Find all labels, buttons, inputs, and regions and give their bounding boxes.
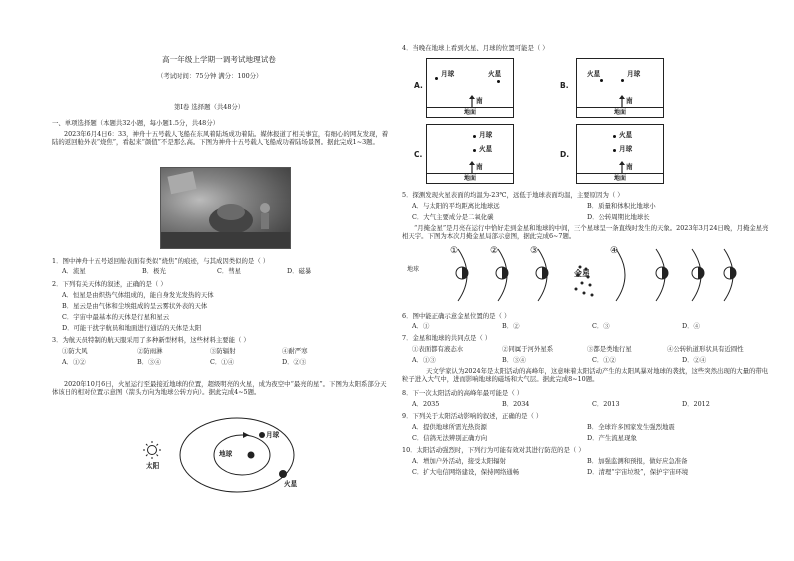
mars-label: 火星 (488, 70, 502, 78)
south-label: 南 (476, 163, 483, 171)
earth-label: 地球 (219, 450, 233, 458)
phase-marker-4: ④ (610, 246, 619, 256)
q6-option-d: D．④ (682, 322, 700, 330)
q4-panel-d (576, 124, 664, 184)
venus-occultation-diagram (420, 245, 760, 309)
south-label: 南 (476, 97, 483, 105)
mars-orbit (180, 418, 294, 492)
q1-stem: 1．图中神舟十五号返回舱表面有类似“烧焦”的痕迹，与其成因类似的是（ ） (52, 257, 270, 265)
mars-marker (279, 470, 287, 478)
q1-option-d: D．磁暴 (287, 267, 312, 275)
sun-icon (143, 441, 161, 459)
mars-label: 火星 (479, 145, 493, 153)
q1-option-b: B．极光 (142, 267, 166, 275)
q8-option-c: C．2013 (592, 400, 620, 408)
q7-stem: 7．金星和地球的共同点是（ ） (402, 334, 492, 342)
q7-item-4: ④公转轨道形状具有近圆性 (667, 345, 744, 353)
q7-option-a: A．①③ (412, 356, 436, 364)
moon-dot (613, 149, 616, 152)
mars-dot (613, 135, 616, 138)
part-title: 第Ⅰ卷 选择题（共48分） (174, 103, 245, 111)
venus-label: 金星 (574, 269, 590, 278)
q9-option-d: D．产生流星现象 (587, 434, 637, 442)
orbit-direction-arrow-icon (243, 432, 249, 438)
moon-dot (621, 79, 624, 82)
q4-label-a: A. (414, 81, 423, 90)
moon-label: 月球 (627, 70, 641, 78)
moon-label: 月球 (479, 131, 493, 139)
mars-label: 火星 (284, 480, 298, 488)
q6-option-a: A．① (412, 322, 430, 330)
exam-meta: （考试时间：75分钟 满分：100分） (157, 72, 263, 80)
q1-option-c: C．彗星 (217, 267, 242, 275)
q9-option-c: C．信鸽无法辨别正确方向 (412, 434, 488, 442)
q4-panel-a (426, 58, 514, 118)
q4-label-b: B. (560, 81, 569, 90)
phase-marker-3: ③ (530, 246, 539, 256)
q7-item-1: ①表面都有液态水 (412, 345, 464, 353)
q3-option-d: D．②③ (282, 358, 307, 366)
orbit-diagram (122, 412, 312, 502)
moon-label: 月球 (441, 70, 455, 78)
solar-activity-intro: 天文学家认为2024年是太阳活动的高峰年，这意味着太阳活动产生的太阳风暴对地球的袭扰，这些突然出现的大量的带电粒子进入大气中，进而影响地球的磁场和大气层。据此完成8~10题。 (402, 367, 769, 383)
mars-label: 火星 (587, 70, 601, 78)
q4-panel-b (576, 58, 664, 118)
q3-item-2: ②防雨淋 (137, 347, 163, 355)
q10-option-c: C．扩大电信网络建设，保持网络通畅 (412, 468, 520, 476)
mars-dot (473, 149, 476, 152)
q6-option-c: C．③ (592, 322, 610, 330)
moon-marker (259, 432, 265, 438)
q9-option-a: A．提供地球所需光热资源 (412, 423, 487, 431)
q5-option-a: A．与太阳的平均距离比地球远 (412, 202, 500, 210)
ground-label: 地面 (577, 107, 663, 117)
moon-dot (473, 135, 476, 138)
q1-option-a: A．流星 (62, 267, 86, 275)
q2-option-c: C．宇宙中最基本的天体是行星和星云 (62, 313, 170, 321)
q5-option-d: D．公转周期比地球长 (587, 213, 650, 221)
q8-option-b: B．2034 (502, 400, 530, 408)
south-label: 南 (626, 163, 633, 171)
q5-option-b: B．质量和体积比地球小 (587, 202, 656, 210)
moon-phase-icons (456, 246, 736, 301)
q3-item-1: ①防大风 (62, 347, 88, 355)
q2-option-b: B．星云是由气体和尘埃组成的呈云雾状外表的天体 (62, 302, 208, 310)
q2-option-a: A．恒星是由炽热气体组成的，能自身发光发热的天体 (62, 291, 214, 299)
q3-stem: 3．为航天员特制的航天服采用了多种新型材料，这些材料主要能（ ） (52, 336, 250, 344)
mars-dot (600, 79, 603, 82)
ground-label: 地面 (577, 173, 663, 183)
phase-marker-2: ② (490, 246, 499, 256)
section-heading: 一、单项选择题（本题共32小题，每小题1.5分，共48分） (52, 119, 220, 127)
sun-label: 太阳 (146, 462, 160, 470)
q10-option-a: A．增加户外活动，接受太阳辐射 (412, 457, 507, 465)
q10-option-b: B．加强监测和预报，做好应急准备 (587, 457, 688, 465)
mars-label: 火星 (619, 131, 633, 139)
q7-item-2: ②同属于河外星系 (502, 345, 554, 353)
q5-stem: 5．探测发现火星表面的均温为-23℃，远低于地球表面均温，主要原因为（ ） (402, 191, 624, 199)
q6-stem: 6．图中能正确示意金星位置的是（ ） (402, 312, 511, 320)
earth-marker (248, 452, 255, 459)
ground-label: 地面 (427, 173, 513, 183)
mars-dot (497, 80, 500, 83)
q4-label-d: D. (560, 150, 570, 159)
q4-panel-c (426, 124, 514, 184)
south-label: 南 (626, 97, 633, 105)
q3-option-b: B．③④ (137, 358, 161, 366)
q7-option-d: D．②④ (682, 356, 707, 364)
moon-label: 月球 (266, 431, 280, 439)
q4-label-c: C. (414, 150, 423, 159)
earth-side-label: 地球 (407, 266, 420, 273)
venus-intro: “月掩金星”是月亮在运行中恰好走到金星和地球的中间，三个星球呈一条直线时发生的天象。2023年3月24日晚，月掩金星亮相天宇。下图为本次月掩金星局部示意图，据此完成6~7题。 (402, 224, 769, 240)
q7-item-3: ③都是类地行星 (587, 345, 632, 353)
q7-option-b: B．③④ (502, 356, 526, 364)
q8-option-d: D．2012 (682, 400, 710, 408)
q6-option-b: B．② (502, 322, 520, 330)
q10-option-d: D．清理“宇宙垃圾”，保护宇宙环境 (587, 468, 689, 476)
q2-stem: 2．下列有关天体的叙述，正确的是（ ） (52, 280, 167, 288)
moon-label: 月球 (619, 145, 633, 153)
landing-photo (160, 167, 291, 249)
q4-stem: 4．当晚在地球上看到火星、月球的位置可能是（ ） (402, 44, 549, 52)
moon-dot (435, 77, 438, 80)
ground-label: 地面 (427, 107, 513, 117)
q2-option-d: D．可能干扰宇航员和地面进行通话的天体是太阳 (62, 324, 202, 332)
q3-item-4: ④耐严寒 (282, 347, 308, 355)
q9-option-b: B．全球许多国家发生强烈地震 (587, 423, 675, 431)
q8-option-a: A．2035 (412, 400, 440, 408)
q8-stem: 8．下一次太阳活动的高峰年最可能是（ ） (402, 389, 524, 397)
landing-photo-scene (161, 168, 290, 248)
intro-paragraph: 2023年6月4日6：33，神舟十五号载人飞船在东风着陆场成功着陆。媒体报道了相关事宜，有细心的网友发现，着陆的返回舱外表“烧焦”，看起来“颜值”不是那么高。下图为神舟十五号载人飞船成功着陆场景图。据此完成1~3题。 (52, 130, 389, 146)
phase-marker-1: ① (450, 246, 459, 256)
q7-option-c: C．①② (592, 356, 617, 364)
q9-stem: 9．下列关于太阳活动影响的叙述，正确的是（ ） (402, 412, 543, 420)
q10-stem: 10．太阳活动强烈时，下列行为可能有效对其进行防范的是（ ） (402, 446, 585, 454)
q3-option-a: A．①② (62, 358, 86, 366)
mars-intro: 2020年10月6日，火星运行至最接近地球的位置，超级明亮的火星，成为夜空中“最亮的星”。下图为太阳系部分天体该日的相对位置示意图（箭头方向为地球公转方向）。据此完成4~5题。 (52, 380, 387, 396)
q3-option-c: C．①④ (210, 358, 235, 366)
q5-option-c: C．大气主要成分是二氧化碳 (412, 213, 494, 221)
exam-title: 高一年级上学期一调考试地理试卷 (162, 55, 276, 64)
q3-item-3: ③防辐射 (210, 347, 236, 355)
